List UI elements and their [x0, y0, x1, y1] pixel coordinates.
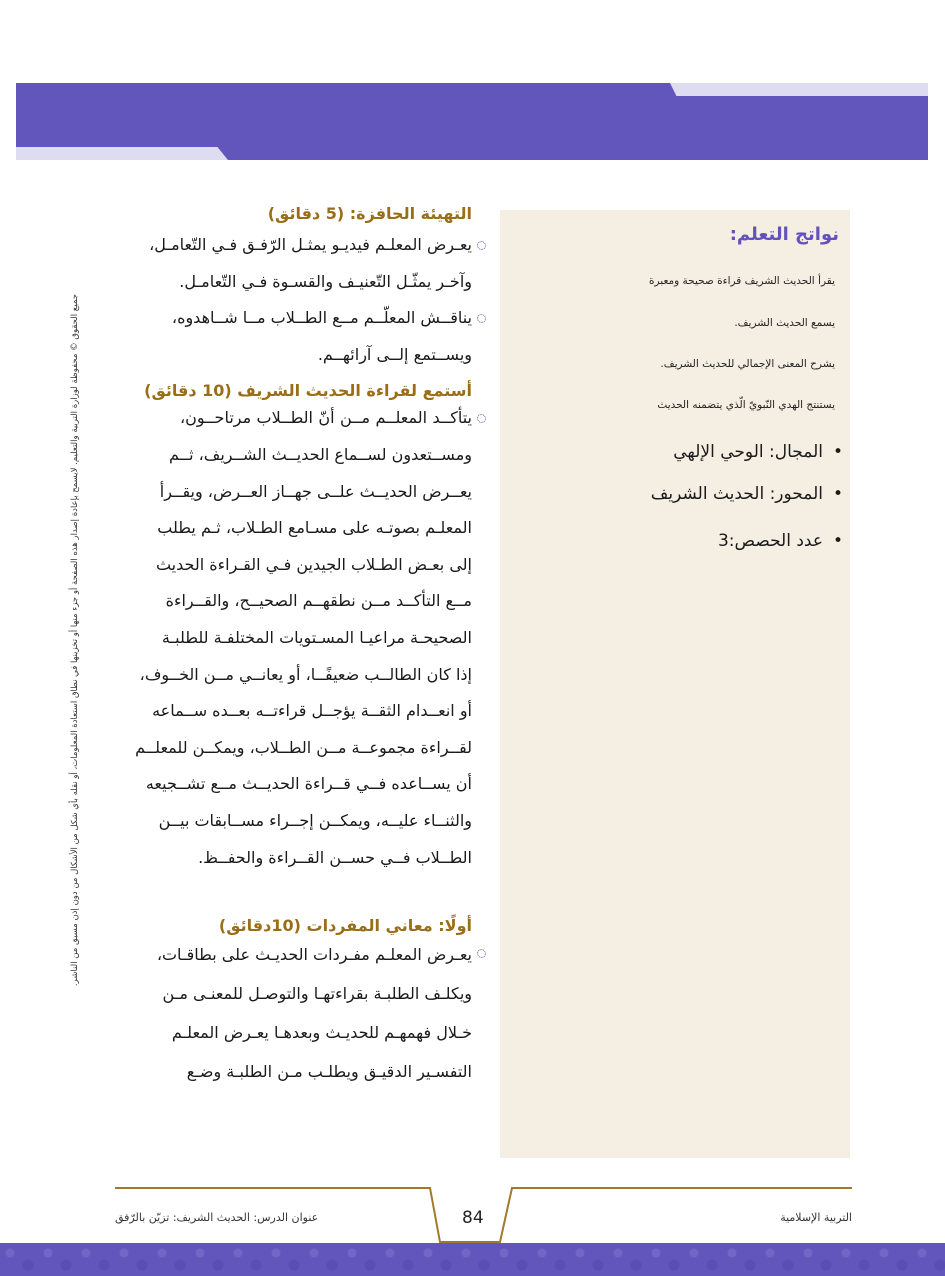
footer-subject: التربية الإسلامية	[780, 1211, 852, 1224]
text-line: الطــلاب فــي حســن القــراءة والحفــظ.	[198, 847, 472, 867]
outcome-item: يقرأ الحديث الشريف قراءة صحيحة ومعبرة	[648, 275, 835, 287]
bullet-item	[149, 227, 472, 300]
text-line: والثنــاء عليــه، ويمكــن إجــراء مســابقات بيــن	[158, 810, 472, 830]
bullet-circle-icon	[477, 314, 486, 323]
domain-info: • المجال: الوحي الإلهي	[673, 442, 823, 462]
header-accent-strip	[670, 83, 928, 96]
text-line: يعــرض الحديــث علــى جهــاز العــرض، ويقــرأ	[159, 481, 472, 501]
text-line: يعـرض المعلـم فيديـو يمثـل الرّفـق فـي التّعامـل،	[149, 235, 472, 254]
text-line: ويســتمع إلــى آرائهــم.	[317, 344, 472, 364]
axis-info: • المحور: الحديث الشريف	[651, 484, 823, 504]
text-line: مــع التأكــد مــن نطقهــم الصحيــح، والقــراءة	[165, 591, 472, 611]
learning-outcomes-panel	[500, 210, 850, 1158]
bullet-item	[171, 300, 472, 373]
text-line: ومســتعدون لســماع الحديــث الشــريف، ثــم	[169, 444, 472, 464]
text-line: وآخـر يمثّـل التّعنيـف والقسـوة فـي التّعامـل.	[179, 271, 472, 291]
header-accent-strip	[16, 147, 228, 160]
outcome-item: يسمع الحديث الشريف.	[734, 317, 835, 329]
page-number: 84	[462, 1208, 484, 1228]
periods-info: • عدد الحصص:3	[718, 531, 823, 551]
text-line: أن يســاعده فــي قــراءة الحديــث مــع تشــجيعه	[145, 774, 472, 794]
section-heading: أولًا: معاني المفردات (10دقائق)	[218, 916, 472, 936]
bullet-item	[135, 400, 472, 876]
bullet-circle-icon	[477, 949, 486, 958]
text-line: إذا كان الطالــب ضعيفًــا، أو يعانــي مــن الخــوف،	[139, 664, 472, 684]
text-line: إلى بعـض الطـلاب الجيدين فـي القـراءة الحديث	[155, 554, 472, 574]
text-line: يناقــش المعلّــم مــع الطــلاب مــا شــاهدوه،	[171, 308, 472, 328]
outcome-item: يستنتج الهدي النّبويّ الّذي يتضمنه الحديث	[657, 399, 835, 411]
text-line: الصحيحـة مراعيـا المسـتويات المختلفـة للطلبـة	[161, 627, 472, 647]
bullet-item	[156, 935, 472, 1091]
text-line: يتأكــد المعلــم مــن أنّ الطــلاب مرتاحــون،	[180, 408, 472, 428]
text-line: التفسـير الدقيـق ويطلـب مـن الطلبـة وضـع	[186, 1062, 472, 1082]
outcomes-title: نواتج التعلم:	[729, 224, 839, 245]
section-heading: أستمع لقراءة الحديث الشريف (10 دقائق)	[144, 381, 472, 401]
text-line: خـلال فهمهـم للحديـث وبعدهـا يعـرض المعلـم	[171, 1023, 472, 1043]
text-line: ويكلـف الطلبـة بقراءتهـا والتوصـل للمعنـى مـن	[162, 984, 472, 1004]
copyright-notice: جميع الحقوق © محفوظة لوزارة التربية والتعليم. لايسمح بإعادة إصدار هذه الصفحة أو جزء منها أو تخزينها في نطاق استعادة المعلومات، أو نقله بأي شكل من الأشكال من دون إذن مسبق من الناشر.	[70, 293, 80, 987]
text-line: يعـرض المعلـم مفـردات الحديـث على بطاقـات،	[156, 945, 472, 965]
text-line: لقــراءة مجموعــة مــن الطــلاب، ويمكــن للمعلــم	[135, 737, 472, 757]
bullet-circle-icon	[477, 414, 486, 423]
footer-lesson-title: عنوان الدرس: الحديث الشريف: تزيّن بالرّفق	[115, 1211, 319, 1224]
outcome-item: يشرح المعنى الإجمالي للحديث الشريف.	[660, 358, 835, 370]
text-line: المعلـم بصوتـه على مسـامع الطـلاب، ثـم يطلب	[157, 518, 472, 538]
section-heading: التهيئة الحافزة: (5 دقائق)	[267, 204, 472, 223]
footer-pattern-band	[0, 1243, 945, 1276]
lesson-content	[135, 204, 472, 1091]
bullet-circle-icon	[477, 241, 486, 250]
text-line: أو انعــدام الثقــة يؤجــل قراءتــه بعــده ســماعه	[152, 701, 472, 721]
